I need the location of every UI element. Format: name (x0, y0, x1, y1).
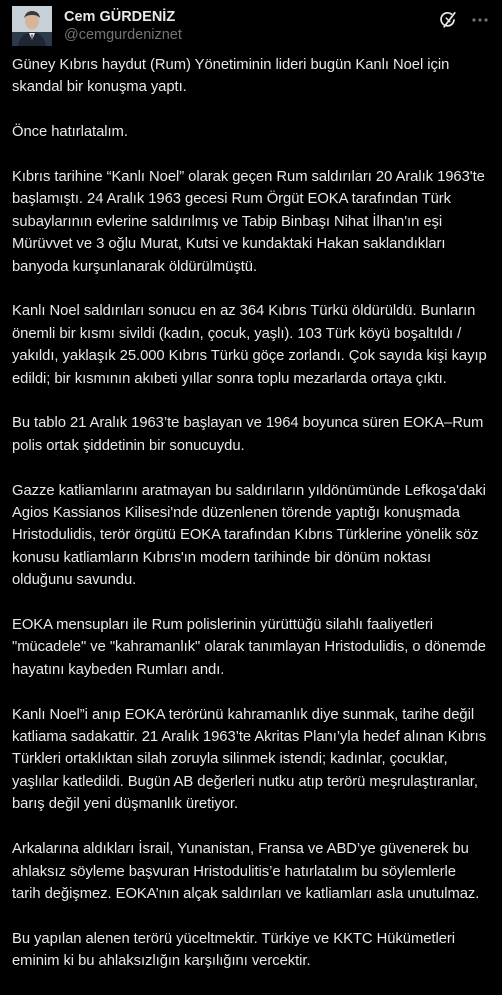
post-paragraph: Kıbrıs tarihine “Kanlı Noel” olarak geçen Rum saldırıları 20 Aralık 1963'te başlamıştı. 24 Aralık 1963 gecesi Rum Örgüt EOKA tarafından Türk subaylarının evlerine saldırılmış ve Tabip Binbaşı Nihat İlhan'ın eşi Mürüvvet ve 3 oğlu Murat, Kutsi ve kundaktaki Hakan saklandıkları banyoda kurşunlanarak öldürülmüştü. (12, 169, 485, 275)
post-paragraph: Güney Kıbrıs haydut (Rum) Yönetiminin lideri bugün Kanlı Noel için skandal bir konuşma yaptı. (12, 57, 450, 96)
post-text (12, 54, 496, 995)
author-block (64, 8, 182, 44)
post-header (12, 6, 490, 48)
post-paragraph: Gazze katliamlarını aratmayan bu saldırıların yıldönümünde Lefkoşa'daki Agios Kassianos Kilisesi'nde düzenlenen törende yaptığı konuşmada Hristodulidis, terör örgütü EOKA tarafından Kıbrıs Türklerine yönelik söz konusu katliamların Kıbrıs'ın modern tarihinde bir dönüm noktası olduğunu savundu. (12, 482, 486, 589)
author-display-name[interactable]: Cem GÜRDENİZ (64, 9, 176, 25)
post-actions (438, 10, 490, 30)
more-options-icon[interactable] (470, 10, 490, 30)
avatar-photo (12, 6, 52, 46)
post-paragraph: Bu yapılan alenen terörü yüceltmektir. Türkiye ve KKTC Hükümetleri eminim ki bu ahlaksızlığın karşılığını vercektir. (12, 930, 455, 970)
post-paragraph: Kanlı Noel saldırıları sonucu en az 364 Kıbrıs Türkü öldürüldü. Bunların önemli bir kısmı sivildi (kadın, çocuk, yaşlı). 103 Türk köyü boşaltıldı / yakıldı, yaklaşık 25.000 Kıbrıs Türkü göçe zorlandı. Çok sayıda kişi kayıp edildi; bir kısmının akıbeti yıllar sonra toplu mezarlarda ortaya çıktı. (12, 303, 487, 387)
post-paragraph: Arkalarına aldıkları İsrail, Yunanistan, Fransa ve ABD’ye güvenerek bu ahlaksız söyleme başvuran Hristodulitis’e hatırlatalım bu söylemlerle tarih değişmez. EOKA’nın alçak saldırıları ve katliamları asla unutulmaz. (12, 841, 480, 902)
grok-icon[interactable] (438, 10, 458, 30)
avatar[interactable] (12, 6, 52, 46)
post-paragraph: Bu tablo 21 Aralık 1963’te başlayan ve 1964 boyunca süren EOKA–Rum polis ortak şiddetinin bir sonucuydu. (12, 415, 484, 454)
post-paragraph: EOKA mensupları ile Rum polislerinin yürüttüğü silahlı faaliyetleri "mücadele" ve "kahramanlık" olarak tanımlayan Hristodulidis, o dönemde hayatını kaybeden Rumları andı. (12, 617, 486, 678)
post-paragraph: Önce hatırlatalım. (12, 124, 128, 141)
post-paragraph: Kanlı Noel”i anıp EOKA terörünü kahramanlık diye sunmak, tarihe değil katliama sadakattir. 21 Aralık 1963’te Akritas Planı’yla hedef alınan Kıbrıs Türkleri ortaklıktan silah zoruyla silinmek istendi; kadınlar, çocuklar, yaşlılar katledildi. Bugün AB değerleri nutku atıp terörü meşrulaştıranlar, barış değil yeni düşmanlık üretiyor. (12, 706, 487, 813)
author-handle[interactable]: @cemgurdeniznet (64, 27, 182, 43)
